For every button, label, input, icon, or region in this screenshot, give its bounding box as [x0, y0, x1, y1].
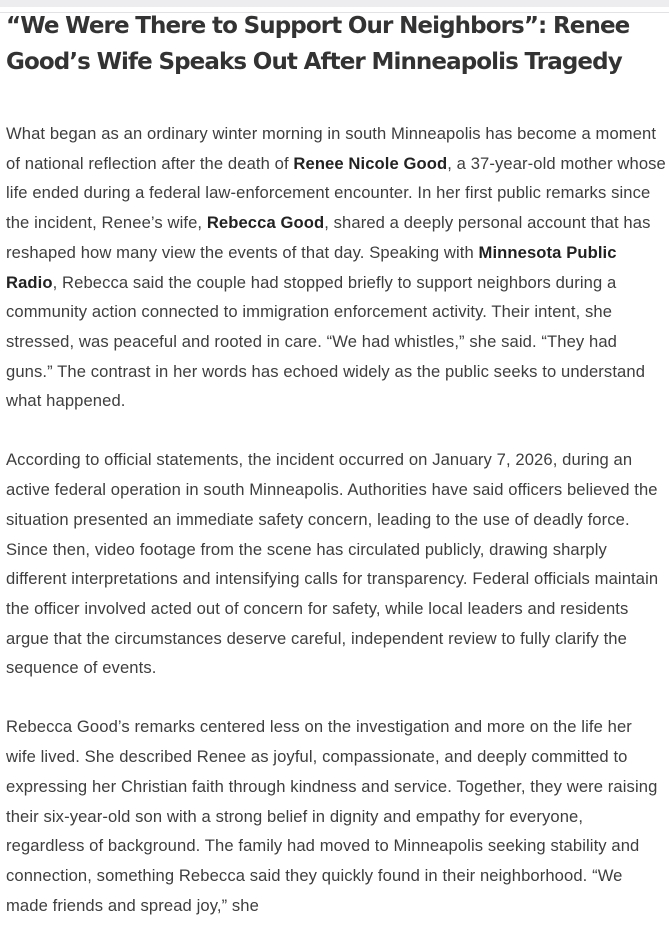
organization-name: Minnesota Public Radio [6, 242, 617, 292]
paragraph-1 [6, 119, 666, 416]
text-segment: , shared a deeply personal account that has reshaped how many view the events of that day. Speaking with [6, 213, 651, 262]
text-segment: What began as an ordinary winter morning in south Minneapolis has become a moment of national reflection after the death of [6, 124, 657, 173]
paragraph-2 [6, 445, 666, 683]
text-segment: , a 37-year-old mother whose life ended during a federal law-enforcement encounter. In her first public remarks since the incident, Renee’s wife, [6, 153, 666, 233]
text-segment: , Rebecca said the couple had stopped briefly to support neighbors during a community action connected to immigration enforcement activity. Their intent, she stressed, was peaceful and rooted in care. “We had whistles,” she said. “They had guns.” The contrast in her words has echoed widely as the public seeks to understand what happened. [6, 272, 646, 411]
article-title: “We Were There to Support Our Neighbors”: Renee Good’s Wife Speaks Out After Minneapolis Tragedy [6, 13, 630, 75]
person-name-renee: Renee Nicole Good [293, 153, 448, 173]
browser-top-band [0, 0, 669, 7]
text-segment: Rebecca Good’s remarks centered less on the investigation and more on the life her wife lived. She described Renee as joyful, compassionate, and deeply committed to expressing her Christian faith through kindness and service. Together, they were raising their six-year-old son with a strong belief in dignity and empathy for everyone, regardless of background. The family had moved to Minneapolis seeking stability and connection, something Rebecca said they quickly found in their neighborhood. “We made friends and spread joy,” she [6, 717, 658, 915]
article-body [6, 119, 666, 920]
article [6, 8, 666, 950]
text-segment: According to official statements, the incident occurred on January 7, 2026, during an active federal operation in south Minneapolis. Authorities have said officers believed the situation presented an immediate safety concern, leading to the use of deadly force. Since then, video footage from the scene has circulated publicly, drawing sharply different interpretations and intensifying calls for transparency. Federal officials maintain the officer involved acted out of concern for safety, while local leaders and residents argue that the circumstances deserve careful, independent review to fully clarify the sequence of events. [6, 450, 659, 678]
paragraph-3 [6, 712, 666, 920]
person-name-rebecca: Rebecca Good [206, 213, 325, 233]
